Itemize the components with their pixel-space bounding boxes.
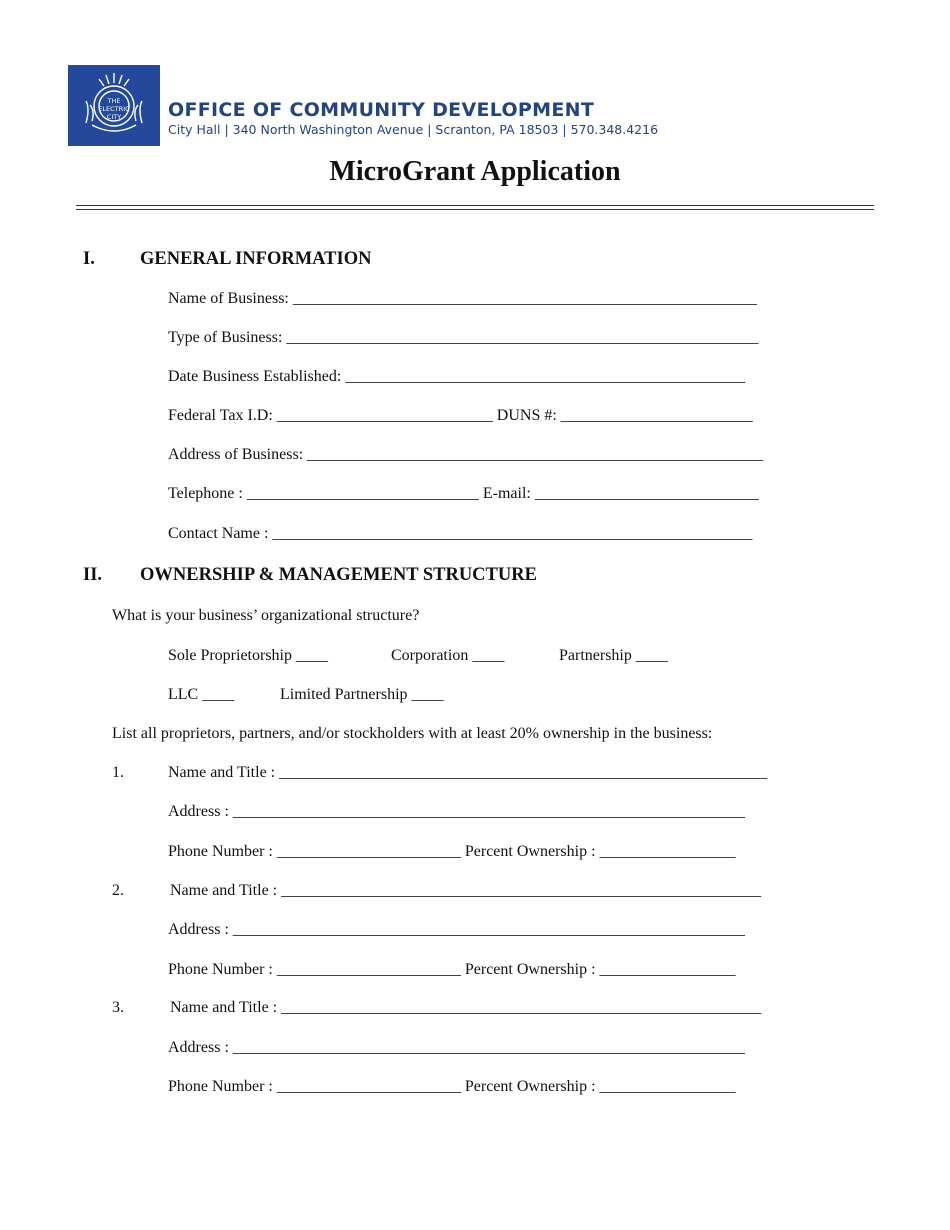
org-address: City Hall | 340 North Washington Avenue | Scranton, PA 18503 | 570.348.4216: [168, 122, 659, 137]
owner-2-name-title-field[interactable]: Name and Title : ____________________________________________________________: [170, 882, 762, 899]
section-2-title: OWNERSHIP & MANAGEMENT STRUCTURE: [140, 565, 537, 585]
date-established-field[interactable]: Date Business Established: __________________________________________________: [168, 368, 746, 385]
section-2-number: II.: [83, 565, 103, 585]
option-limited-partnership[interactable]: Limited Partnership ____: [280, 686, 444, 703]
owner-3-address-field[interactable]: Address : ________________________________________________________________: [168, 1039, 745, 1056]
option-sole-proprietorship[interactable]: Sole Proprietorship ____: [168, 647, 328, 664]
owner-2-number: 2.: [112, 882, 124, 899]
owner-1-address-field[interactable]: Address : ________________________________________________________________: [168, 803, 745, 820]
page-title: MicroGrant Application: [329, 156, 621, 187]
owner-2-address-field[interactable]: Address : ________________________________________________________________: [168, 921, 745, 938]
name-of-business-field[interactable]: Name of Business: __________________________________________________________: [168, 290, 757, 307]
owner-2-phone-percent-field[interactable]: Phone Number : _______________________ Percent Ownership : _________________: [168, 961, 736, 978]
svg-text:THE: THE: [107, 97, 121, 105]
owner-1-number: 1.: [112, 764, 124, 781]
telephone-email-field[interactable]: Telephone : _____________________________ E-mail: ____________________________: [168, 485, 759, 502]
svg-text:ELECTRIC: ELECTRIC: [98, 105, 130, 113]
contact-name-field[interactable]: Contact Name : ____________________________________________________________: [168, 525, 753, 542]
structure-question: What is your business’ organizational structure?: [112, 607, 420, 624]
option-llc[interactable]: LLC ____: [168, 686, 235, 703]
title-divider-top: [76, 205, 874, 206]
org-name: OFFICE OF COMMUNITY DEVELOPMENT: [168, 99, 595, 121]
option-partnership[interactable]: Partnership ____: [559, 647, 668, 664]
title-divider-bottom: [76, 209, 874, 210]
business-address-field[interactable]: Address of Business: _________________________________________________________: [168, 446, 764, 463]
svg-text:CITY: CITY: [106, 113, 122, 121]
owner-3-phone-percent-field[interactable]: Phone Number : _______________________ Percent Ownership : _________________: [168, 1078, 736, 1095]
owner-1-phone-percent-field[interactable]: Phone Number : _______________________ Percent Ownership : _________________: [168, 843, 736, 860]
owner-3-number: 3.: [112, 999, 124, 1016]
section-1-title: GENERAL INFORMATION: [140, 249, 372, 269]
option-corporation[interactable]: Corporation ____: [391, 647, 505, 664]
type-of-business-field[interactable]: Type of Business: ___________________________________________________________: [168, 329, 759, 346]
owner-1-name-title-field[interactable]: Name and Title : _____________________________________________________________: [168, 764, 768, 781]
city-seal-logo: [68, 65, 160, 146]
owner-3-name-title-field[interactable]: Name and Title : ____________________________________________________________: [170, 999, 762, 1016]
tax-id-duns-field[interactable]: Federal Tax I.D: ___________________________ DUNS #: ________________________: [168, 407, 753, 424]
owners-instruction: List all proprietors, partners, and/or stockholders with at least 20% ownership in the business:: [112, 725, 713, 742]
section-1-number: I.: [83, 249, 95, 269]
